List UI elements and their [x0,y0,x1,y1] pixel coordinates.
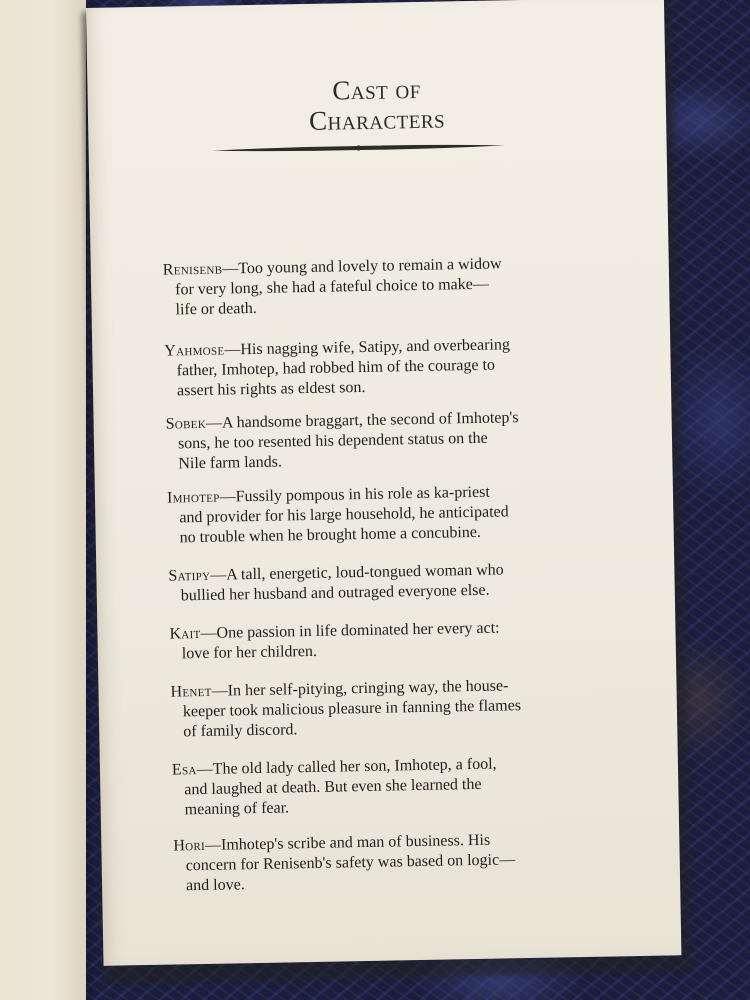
character-name: Imhotep [166,488,220,507]
description-text: of family discord. [183,721,298,741]
character-entry-kait [169,617,580,665]
description-text: —Too young and lovely to remain a widow [222,255,502,278]
character-entry-satipy [168,559,579,607]
description-text: —In her self-pitying, cringing way, the house- [211,677,509,700]
description-text: keeper took malicious pleasure in fanning the flames [182,697,522,721]
book-page [86,0,681,966]
description-text: and provider for his large household, he anticipated [179,503,509,527]
character-entry-yahmose [164,334,575,402]
description-text: and love. [185,876,245,895]
description-text: —His nagging wife, Satipy, and overbearing [224,336,511,359]
character-name: Sobek [165,414,207,433]
character-entry-henet [170,675,581,743]
description-text: —The old lady called her son, Imhotep, a fool, [196,755,497,779]
description-text: assert his rights as eldest son. [176,378,366,400]
character-entry-sobek [165,407,576,475]
page-title [87,69,666,140]
description-text: bullied her husband and outraged everyone else. [180,581,490,605]
character-name: Kait [169,625,201,643]
description-text: father, Imhotep, had robbed him of the courage to [176,356,496,380]
page-title-line-2: Characters [308,103,446,136]
description-text: concern for Renisenb's safety was based on logic— [185,851,516,875]
description-text: —A handsome braggart, the second of Imhotep's [205,409,519,432]
character-name: Renisenb [162,260,223,279]
description-text: life or death. [175,299,257,319]
description-text: —One passion in life dominated her every act: [200,619,500,643]
description-text: —A tall, energetic, loud-tongued woman who [210,561,504,584]
left-page-edge [0,0,86,1000]
description-text: meaning of fear. [184,799,290,819]
character-name: Esa [171,761,197,779]
character-entry-hori [173,829,584,897]
character-entry-imhotep [167,481,578,549]
description-text: sons, he too resented his dependent status on the [177,429,488,453]
description-text: no trouble when he brought home a concubine. [179,523,482,547]
description-text: Nile farm lands. [178,453,283,473]
character-name: Satipy [168,566,211,585]
description-text: love for her children. [181,642,318,663]
character-name: Hori [173,836,206,855]
page-title-line-1: Cast of [332,73,422,106]
character-entry-esa [172,753,583,821]
description-text: for very long, she had a fateful choice to make— [175,275,489,299]
description-text: —Imhotep's scribe and man of business. His [204,831,491,854]
character-name: Yahmose [164,341,225,360]
title-rule-ornament [213,139,505,156]
character-entry-renisenb [163,253,574,321]
character-name: Henet [170,682,212,701]
description-text: and laughed at death. But even she learned the [184,775,482,799]
description-text: —Fussily pompous in his role as ka-priest [219,483,490,506]
